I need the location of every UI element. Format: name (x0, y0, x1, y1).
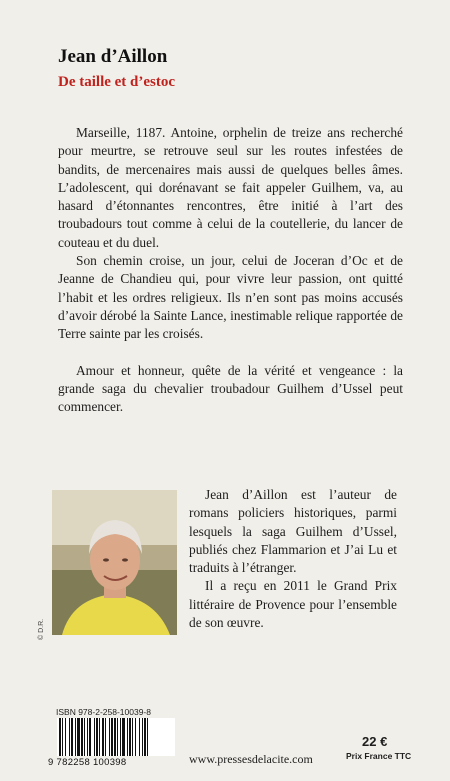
publisher-website: www.pressesdelacite.com (189, 752, 313, 766)
price-note: Prix France TTC (346, 751, 412, 761)
blurb (58, 124, 403, 416)
barcode-icon (57, 718, 175, 756)
blurb-paragraph: Marseille, 1187. Antoine, orphelin de treize ans recherché pour meurtre, se retrouve seul sur les routes infestées de bandits, de mercenaires mais aussi de quelques belles âmes. L’adolescent, qui dorénavant se fait appeler Guilhem, va, au hasard d’étonnantes rencontres, être initié à l’art des troubadours tout comme à celui de la coutellerie, du lancer de couteau et du duel. (58, 125, 403, 250)
photo-credit: © D.R. (38, 618, 45, 640)
bio-paragraph: Jean d’Aillon est l’auteur de romans policiers historiques, parmi lesquels la saga Guilhem d’Ussel, publiés chez Flammarion et J’ai Lu et traduits à l’étranger. (189, 487, 397, 576)
author-portrait-image (52, 490, 177, 635)
author-photo (52, 490, 177, 635)
price: 22 € (362, 734, 388, 749)
author-name: Jean d’Aillon (58, 46, 168, 67)
book-title: De taille et d’estoc (58, 74, 176, 90)
isbn: ISBN 978-2-258-10039-8 (56, 707, 151, 717)
barcode-digits: 9 782258 100398 (48, 757, 127, 768)
blurb-paragraph: Amour et honneur, quête de la vérité et vengeance : la grande saga du chevalier troubadour Guilhem d’Ussel peut commencer. (58, 362, 403, 415)
bio-paragraph: Il a reçu en 2011 le Grand Prix littéraire de Provence pour l’ensemble de son œuvre. (189, 578, 397, 631)
blurb-paragraph: Son chemin croise, un jour, celui de Joceran d’Oc et de Jeanne de Chandieu qui, pour vivre leur passion, ont quitté l’habit et les ordres religieux. Ils n’en sont pas moins accusés d’avoir dérobé la Sainte Lance, inestimable relique rapportée de Terre sainte par les croisés. (58, 253, 403, 342)
author-bio (189, 486, 397, 632)
